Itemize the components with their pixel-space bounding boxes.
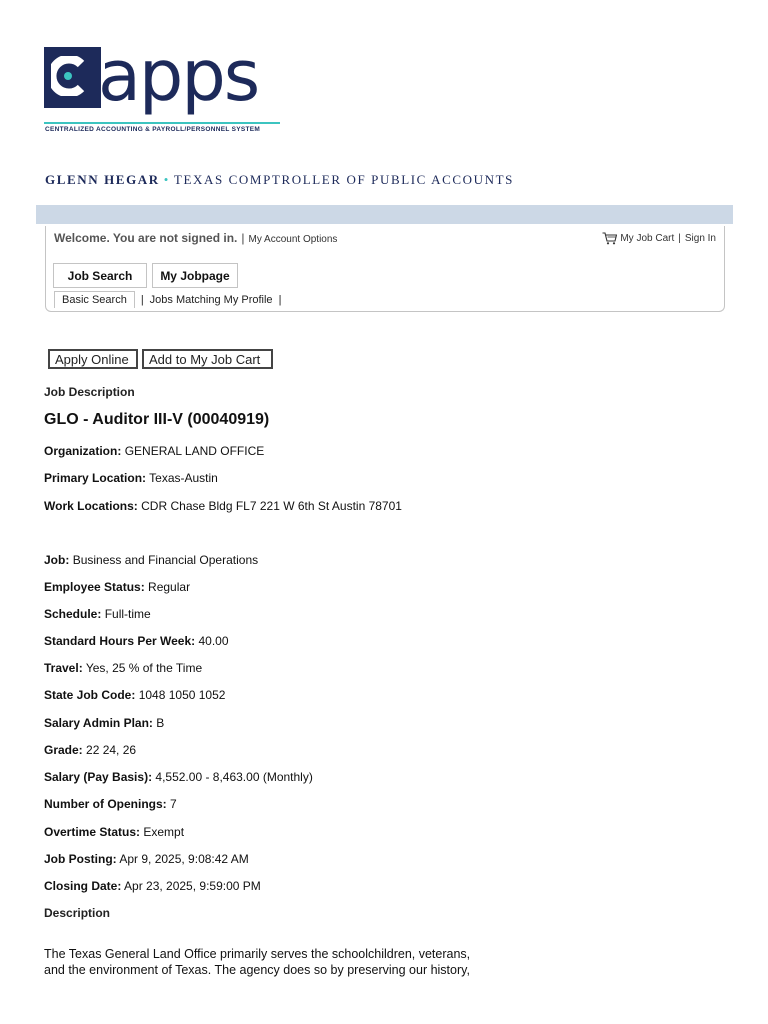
field-value: B	[156, 716, 165, 730]
field-value: CDR Chase Bldg FL7 221 W 6th St Austin 78701	[141, 499, 402, 513]
shopping-cart-icon[interactable]	[602, 232, 617, 245]
field-value: 1048 1050 1052	[138, 688, 226, 702]
field-schedule	[44, 607, 151, 621]
description-heading: Description	[44, 906, 111, 920]
field-label: Travel:	[44, 661, 83, 675]
field-value: Yes, 25 % of the Time	[85, 661, 203, 675]
field-label: Number of Openings:	[44, 797, 167, 811]
field-grade	[44, 743, 136, 757]
field-label: Job:	[44, 553, 70, 567]
field-label: Grade:	[44, 743, 83, 757]
field-value: 4,552.00 - 8,463.00 (Monthly)	[155, 770, 313, 784]
tab-job-search[interactable]: Job Search	[53, 263, 147, 288]
navigation-panel	[45, 226, 725, 312]
field-employee-status	[44, 580, 190, 594]
sub-navigation	[54, 291, 287, 308]
field-label: Job Posting:	[44, 852, 117, 866]
field-value: 7	[170, 797, 177, 811]
field-salary	[44, 770, 313, 784]
field-value: Full-time	[104, 607, 151, 621]
logo-c-icon	[51, 56, 85, 96]
field-label: Primary Location:	[44, 471, 147, 485]
field-job	[44, 553, 258, 567]
separator: |	[678, 233, 681, 244]
field-label: State Job Code:	[44, 688, 136, 702]
add-to-job-cart-button[interactable]: Add to My Job Cart	[142, 349, 273, 369]
separator: |	[241, 231, 245, 245]
logo-mark	[44, 47, 101, 108]
tab-my-jobpage[interactable]: My Jobpage	[152, 263, 238, 288]
field-label: Salary Admin Plan:	[44, 716, 153, 730]
logo-underline	[44, 122, 280, 124]
cart-area	[602, 232, 716, 245]
field-value: Exempt	[143, 825, 185, 839]
capps-logo	[44, 35, 284, 137]
field-label: Organization:	[44, 444, 122, 458]
field-value: Regular	[148, 580, 191, 594]
field-work-locations	[44, 499, 402, 513]
field-travel	[44, 661, 202, 675]
field-salary-admin-plan	[44, 716, 164, 730]
subnav-jobs-matching-profile[interactable]: Jobs Matching My Profile	[149, 293, 273, 306]
field-primary-location	[44, 471, 218, 485]
agency-name: GLENN HEGAR	[45, 172, 160, 187]
field-value: Texas-Austin	[149, 471, 218, 485]
logo-subtitle: CENTRALIZED ACCOUNTING & PAYROLL/PERSONNEL SYSTEM	[45, 126, 261, 133]
welcome-message: Welcome. You are not signed in.	[54, 231, 238, 245]
field-closing-date	[44, 879, 261, 893]
agency-office: TEXAS COMPTROLLER OF PUBLIC ACCOUNTS	[173, 172, 514, 187]
agency-banner	[45, 172, 514, 188]
field-number-of-openings	[44, 797, 177, 811]
description-line: The Texas General Land Office primarily serves the schoolchildren, veterans,	[44, 947, 471, 961]
field-value: GENERAL LAND OFFICE	[124, 444, 265, 458]
job-description-text	[44, 946, 504, 978]
field-label: Employee Status:	[44, 580, 145, 594]
agency-separator: •	[163, 172, 170, 187]
field-label: Standard Hours Per Week:	[44, 634, 196, 648]
welcome-bar	[54, 231, 337, 245]
account-options-link[interactable]: My Account Options	[248, 234, 338, 245]
description-line: and the environment of Texas. The agency does so by preserving our history,	[44, 963, 470, 977]
field-state-job-code	[44, 688, 225, 702]
separator: |	[278, 293, 282, 306]
field-label: Closing Date:	[44, 879, 122, 893]
field-standard-hours	[44, 634, 229, 648]
field-value: Business and Financial Operations	[72, 553, 259, 567]
job-description-heading: Job Description	[44, 385, 135, 399]
field-job-posting	[44, 852, 249, 866]
header-band	[36, 205, 733, 224]
field-value: Apr 9, 2025, 9:08:42 AM	[119, 852, 249, 866]
separator: |	[140, 293, 144, 306]
logo-wordmark: apps	[98, 35, 259, 117]
field-label: Salary (Pay Basis):	[44, 770, 153, 784]
field-label: Schedule:	[44, 607, 102, 621]
field-organization	[44, 444, 264, 458]
field-value: 40.00	[198, 634, 229, 648]
field-value: Apr 23, 2025, 9:59:00 PM	[124, 879, 261, 893]
apply-online-button[interactable]: Apply Online	[48, 349, 138, 369]
job-title: GLO - Auditor III-V (00040919)	[44, 411, 270, 428]
subnav-basic-search[interactable]: Basic Search	[54, 291, 135, 308]
field-label: Overtime Status:	[44, 825, 141, 839]
my-job-cart-link[interactable]: My Job Cart	[620, 233, 675, 244]
sign-in-link[interactable]: Sign In	[684, 233, 716, 244]
field-label: Work Locations:	[44, 499, 138, 513]
field-value: 22 24, 26	[86, 743, 137, 757]
field-overtime-status	[44, 825, 184, 839]
